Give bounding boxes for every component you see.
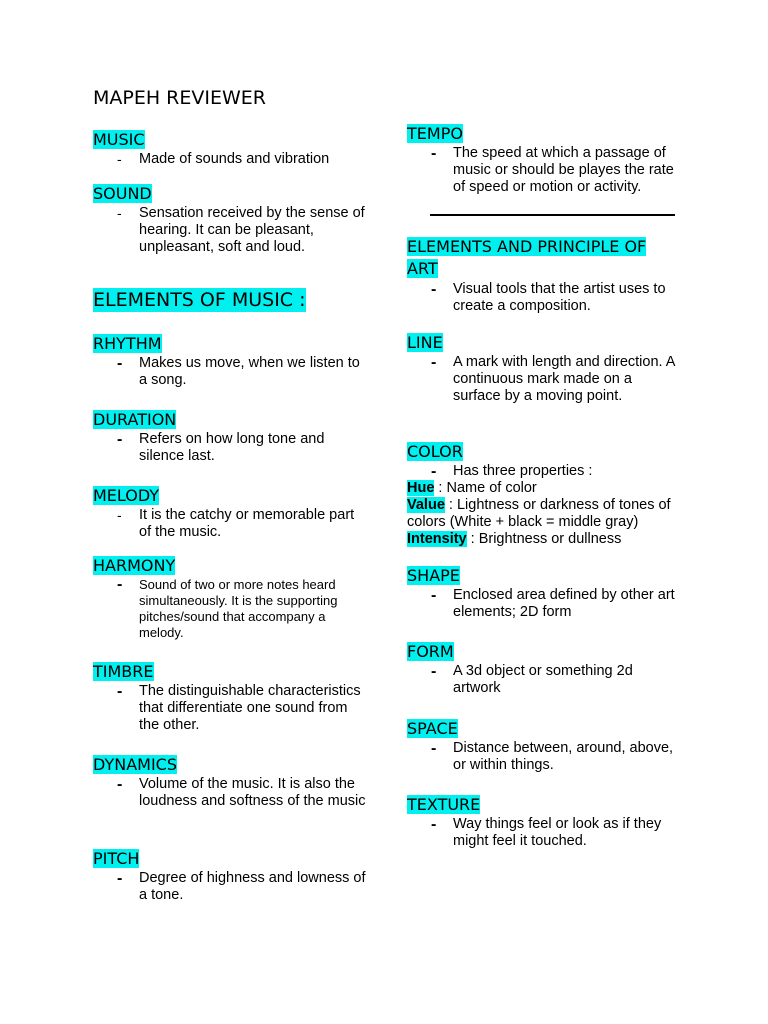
item-tempo bbox=[407, 145, 677, 196]
item-text: Has three properties : bbox=[453, 463, 593, 479]
heading-pitch: PITCH bbox=[93, 849, 140, 868]
heading-elements-of-music: ELEMENTS OF MUSIC : bbox=[93, 289, 306, 311]
item-pitch bbox=[93, 870, 368, 904]
item-timbre bbox=[93, 683, 368, 734]
dash-marker: - bbox=[117, 355, 123, 372]
heading-music: MUSIC bbox=[93, 130, 145, 149]
section-shape bbox=[407, 566, 677, 621]
section-color bbox=[407, 442, 682, 548]
item-color bbox=[407, 463, 682, 480]
section-rhythm bbox=[93, 334, 368, 389]
item-text: Visual tools that the artist uses to create a composition. bbox=[453, 281, 666, 314]
section-tempo bbox=[407, 124, 677, 196]
heading-melody: MELODY bbox=[93, 486, 160, 505]
heading-sound: SOUND bbox=[93, 184, 152, 203]
item-text: Sensation received by the sense of hearing. It can be pleasant, unpleasant, soft and loud. bbox=[139, 205, 365, 255]
item-space bbox=[407, 740, 677, 774]
section-elements-of-music bbox=[93, 288, 368, 312]
section-elements-of-art bbox=[407, 236, 677, 315]
item-text: The speed at which a passage of music or should be playes the rate of speed or motion or activity. bbox=[453, 145, 674, 195]
dash-marker: - bbox=[431, 587, 437, 604]
item-text: A mark with length and direction. A continuous mark made on a surface by a moving point. bbox=[453, 354, 675, 404]
dash-marker: - bbox=[431, 145, 437, 162]
section-melody bbox=[93, 486, 368, 541]
section-harmony bbox=[93, 556, 368, 641]
intensity-label: Intensity bbox=[407, 531, 467, 547]
dash-marker: - bbox=[431, 281, 437, 298]
item-text: The distinguishable characteristics that differentiate one sound from the other. bbox=[139, 683, 361, 733]
section-sound bbox=[93, 184, 368, 256]
section-duration bbox=[93, 410, 368, 465]
item-text: Made of sounds and vibration bbox=[139, 151, 330, 167]
dash-marker: - bbox=[117, 431, 123, 448]
item-music bbox=[93, 151, 368, 168]
item-text: A 3d object or something 2d artwork bbox=[453, 663, 633, 696]
heading-texture: TEXTURE bbox=[407, 795, 481, 814]
dash-marker: - bbox=[117, 683, 123, 700]
heading-timbre: TIMBRE bbox=[93, 662, 154, 681]
heading-elements-and-principle-of-art: ELEMENTS AND PRINCIPLE OF ART bbox=[407, 237, 647, 278]
heading-rhythm: RHYTHM bbox=[93, 334, 162, 353]
dash-marker: - bbox=[431, 354, 437, 371]
intensity-text: : Brightness or dullness bbox=[466, 531, 622, 547]
dash-marker: - bbox=[117, 151, 122, 167]
item-line bbox=[407, 354, 677, 405]
heading-color: COLOR bbox=[407, 442, 463, 461]
item-melody bbox=[93, 507, 368, 541]
item-sound bbox=[93, 205, 368, 256]
item-text: Distance between, around, above, or within things. bbox=[453, 740, 674, 773]
dash-marker: - bbox=[117, 576, 123, 593]
item-harmony bbox=[93, 577, 368, 641]
item-dynamics bbox=[93, 776, 368, 810]
dash-marker: - bbox=[117, 776, 123, 793]
item-text: Degree of highness and lowness of a tone. bbox=[139, 870, 366, 903]
color-intensity-line bbox=[407, 531, 682, 548]
heading-harmony: HARMONY bbox=[93, 556, 176, 575]
item-text: Way things feel or look as if they might feel it touched. bbox=[453, 816, 662, 849]
hue-label: Hue bbox=[407, 480, 435, 496]
section-space bbox=[407, 719, 677, 774]
heading-shape: SHAPE bbox=[407, 566, 460, 585]
item-form bbox=[407, 663, 677, 697]
color-value-line bbox=[407, 497, 682, 531]
dash-marker: - bbox=[117, 507, 122, 523]
item-text: Refers on how long tone and silence last. bbox=[139, 431, 325, 464]
heading-line: LINE bbox=[407, 333, 443, 352]
item-texture bbox=[407, 816, 677, 850]
section-texture bbox=[407, 795, 677, 850]
horizontal-rule bbox=[430, 214, 675, 216]
section-line bbox=[407, 333, 677, 405]
heading-tempo: TEMPO bbox=[407, 124, 463, 143]
value-text: : Lightness or darkness of tones of colors (White + black = middle gray) bbox=[407, 497, 671, 530]
item-art bbox=[407, 281, 677, 315]
item-text: Sound of two or more notes heard simultaneously. It is the supporting pitches/sound that accompany a melody. bbox=[139, 577, 338, 640]
heading-space: SPACE bbox=[407, 719, 458, 738]
item-text: Volume of the music. It is also the loudness and softness of the music bbox=[139, 776, 366, 809]
heading-duration: DURATION bbox=[93, 410, 177, 429]
dash-marker: - bbox=[431, 463, 437, 480]
dash-marker: - bbox=[431, 663, 437, 680]
item-text: Makes us move, when we listen to a song. bbox=[139, 355, 360, 388]
color-hue-line bbox=[407, 480, 682, 497]
hue-text: : Name of color bbox=[434, 480, 537, 496]
item-rhythm bbox=[93, 355, 368, 389]
item-text: Enclosed area defined by other art elements; 2D form bbox=[453, 587, 675, 620]
heading-dynamics: DYNAMICS bbox=[93, 755, 177, 774]
dash-marker: - bbox=[431, 740, 437, 757]
section-form bbox=[407, 642, 677, 697]
item-shape bbox=[407, 587, 677, 621]
page-title: MAPEH REVIEWER bbox=[93, 87, 266, 109]
dash-marker: - bbox=[431, 816, 437, 833]
item-duration bbox=[93, 431, 368, 465]
section-music bbox=[93, 130, 368, 168]
item-text: It is the catchy or memorable part of the music. bbox=[139, 507, 355, 540]
section-pitch bbox=[93, 849, 368, 904]
value-label: Value bbox=[407, 497, 445, 513]
heading-form: FORM bbox=[407, 642, 454, 661]
section-timbre bbox=[93, 662, 368, 734]
section-dynamics bbox=[93, 755, 368, 810]
dash-marker: - bbox=[117, 205, 122, 221]
dash-marker: - bbox=[117, 870, 123, 887]
